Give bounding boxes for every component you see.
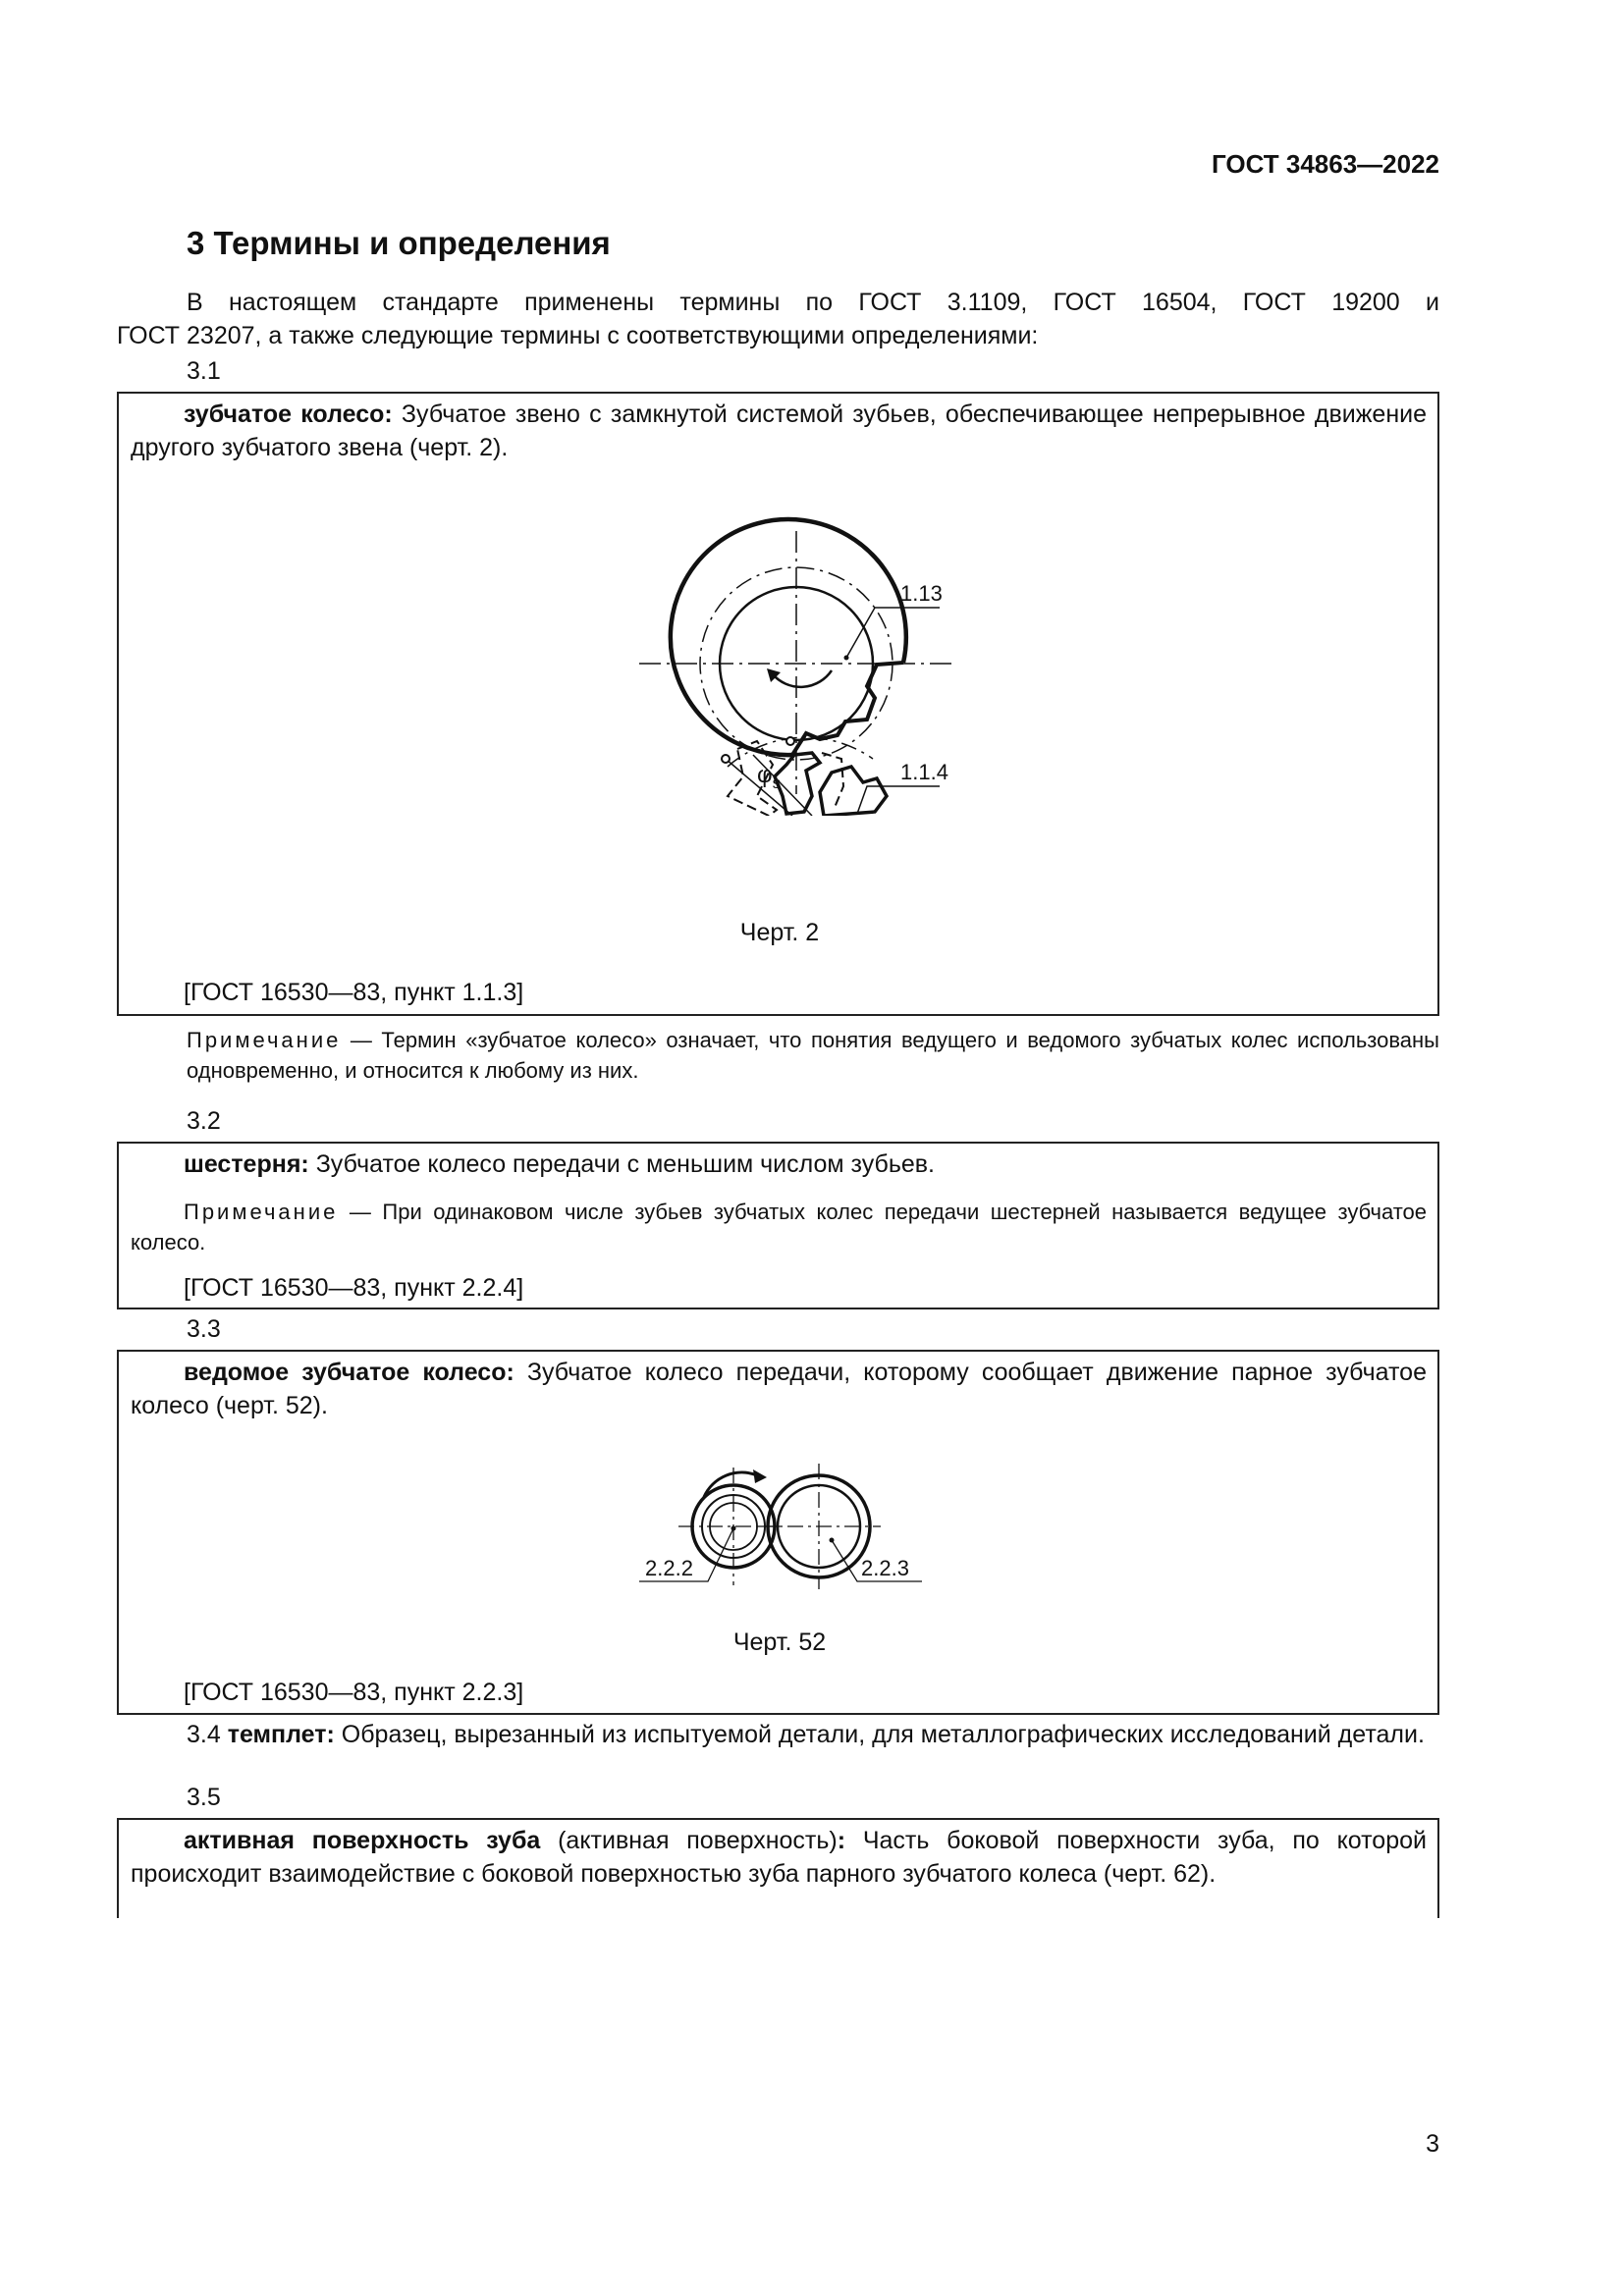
term-box-3-2	[117, 1142, 1439, 1309]
term-paren: (активная поверхность)	[540, 1827, 838, 1854]
term-definition-text: Часть боковой поверхности зуба, по которой происходит взаимодействие с боковой поверхностью зуба парного зубчатого колеса (черт. 62).	[131, 1827, 1427, 1888]
section-title: 3 Термины и определения	[187, 225, 611, 261]
page-number: 3	[1426, 2130, 1439, 2158]
figure-label-1-1-4: 1.1.4	[900, 760, 948, 784]
term-definition-text: Зубчатое звено с замкнутой системой зубьев, обеспечивающее непрерывное движение другого зубчатого звена (черт. 2).	[131, 400, 1428, 461]
intro-line-2: ГОСТ 23207, а также следующие термины с соответствующими определениями:	[117, 322, 1039, 349]
term-name: ведомое зубчатое колесо:	[184, 1359, 514, 1386]
term-definition-3-2	[131, 1148, 1427, 1181]
term-3-4	[117, 1718, 1439, 1751]
term-definition-3-5	[131, 1824, 1427, 1891]
term-box-3-1	[117, 392, 1439, 1016]
note-3-2	[131, 1197, 1427, 1257]
term-name: темплет:	[227, 1721, 335, 1748]
standard-code: ГОСТ 34863—2022	[1212, 149, 1439, 179]
figure-angle-label: $\varphi_s$	[757, 762, 782, 792]
figure-gear-pair-drawing	[610, 1450, 1061, 1607]
rotation-arrow	[773, 670, 832, 687]
gear-outer-contour	[671, 519, 906, 755]
term-number-3-1: 3.1	[187, 357, 221, 385]
term-definition-3-3	[131, 1356, 1427, 1422]
term-definition-text: Зубчатое колесо передачи с меньшим числом зубьев.	[308, 1150, 935, 1178]
term-colon: :	[837, 1827, 846, 1854]
term-box-3-5	[117, 1818, 1439, 1918]
figure-caption-2: Черт. 2	[739, 919, 820, 946]
note-text: — Термин «зубчатое колесо» означает, что понятия ведущего и ведомого зубчатых колес использованы одновременно, и относится к любому из них.	[187, 1028, 1439, 1083]
figure-label-1-13: 1.13	[900, 581, 943, 606]
note-label: Примечание	[187, 1028, 342, 1052]
intro-paragraph	[117, 286, 1439, 352]
term-definition-3-1	[131, 398, 1427, 464]
figure-caption-52: Черт. 52	[732, 1629, 827, 1656]
intro-line-1: В настоящем стандарте применены термины по ГОСТ 3.1109, ГОСТ 16504, ГОСТ 19200 и	[187, 289, 1439, 316]
term-number-3-2: 3.2	[187, 1107, 221, 1135]
term-reference-3-2: [ГОСТ 16530—83, пункт 2.2.4]	[184, 1274, 524, 1302]
term-name: зубчатое колесо:	[184, 400, 393, 428]
note-text: — При одинаковом числе зубьев зубчатых колес передачи шестерней называется ведущее зубчатое колесо.	[131, 1200, 1427, 1255]
note-label: Примечание	[184, 1200, 339, 1224]
figure-label-2-2-2: 2.2.2	[645, 1556, 693, 1580]
term-number-3-3: 3.3	[187, 1315, 221, 1343]
term-definition-text: Зубчатое колесо передачи, которому сообщает движение парное зубчатое колесо (черт. 52).	[131, 1359, 1427, 1419]
term-box-3-3	[117, 1350, 1439, 1715]
figure-label-2-2-3: 2.2.3	[861, 1556, 909, 1580]
figure-gear-drawing	[610, 502, 1101, 816]
term-reference-3-1: [ГОСТ 16530—83, пункт 1.1.3]	[184, 979, 524, 1006]
term-reference-3-3: [ГОСТ 16530—83, пункт 2.2.3]	[184, 1679, 524, 1706]
term-name: активная поверхность зуба	[184, 1827, 541, 1854]
term-number-3-4: 3.4	[187, 1721, 221, 1748]
term-definition-text: Образец, вырезанный из испытуемой детали, для металлографических исследований детали.	[334, 1721, 1425, 1748]
term-number-3-5: 3.5	[187, 1784, 221, 1811]
term-name: шестерня:	[184, 1150, 309, 1178]
note-3-1	[117, 1025, 1439, 1086]
